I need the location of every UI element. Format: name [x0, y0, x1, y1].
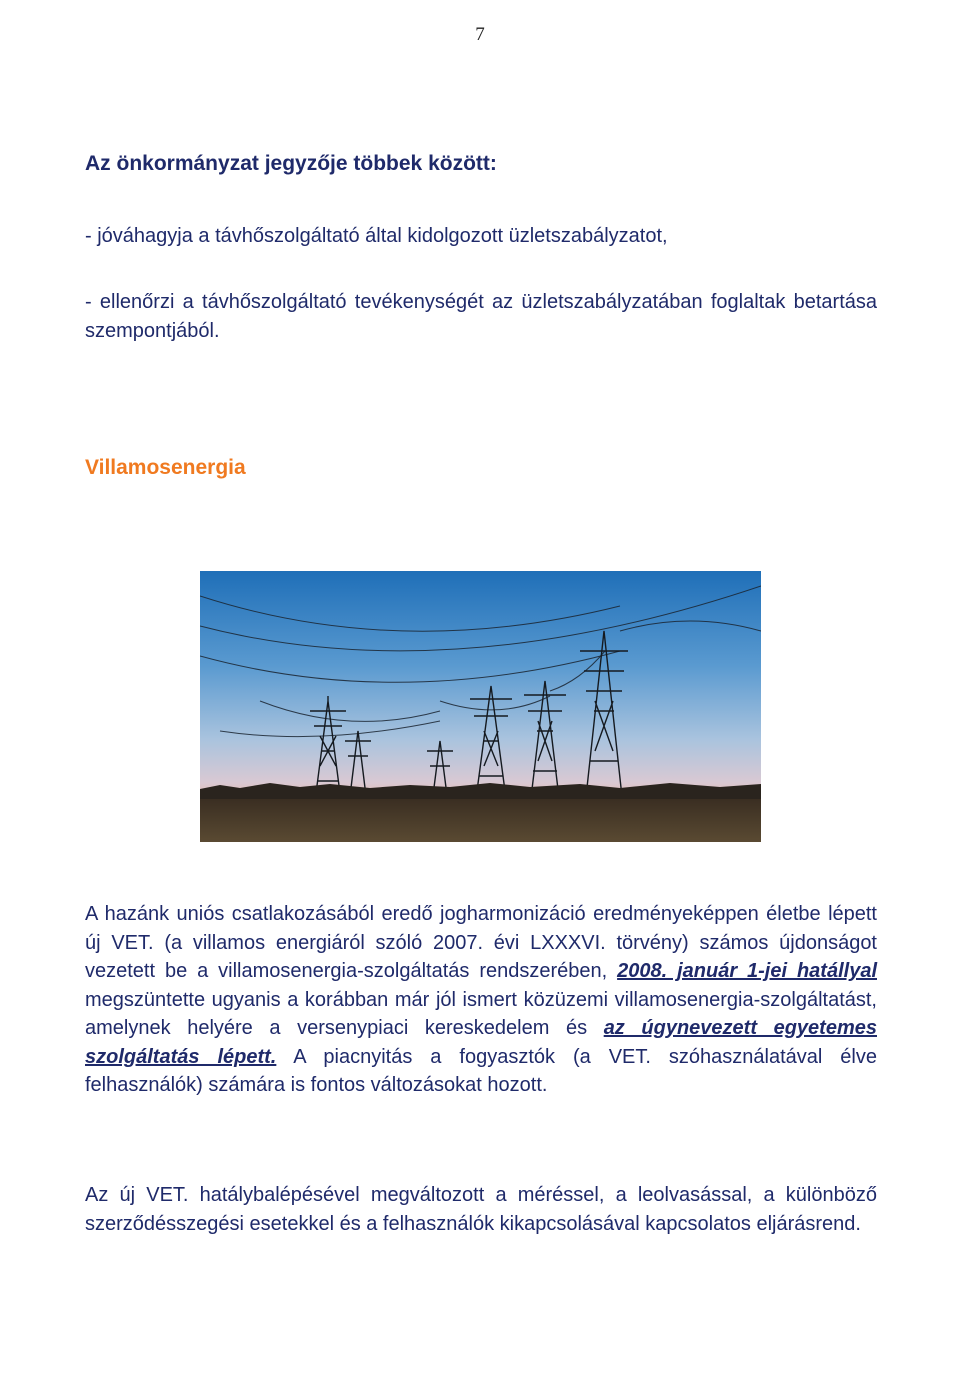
page-number: 7 — [475, 24, 485, 45]
jegyzo-heading: Az önkormányzat jegyzője többek között: — [85, 152, 497, 175]
vet-text-c: megszüntette ugyanis a korábban már jól ismert közüzemi villamosenergia-szolgáltatást, amelynek helyére a versenypiaci kereskedelem és — [85, 988, 877, 1039]
jegyzo-item-1: - jóváhagyja a távhőszolgáltató által kidolgozott üzletszabályzatot, — [85, 225, 668, 247]
vet-text-e: A piacnyitás a fogyasztók (a VET. szóhasználatával élve felhasználók) számára is fontos változásokat hozott. — [85, 1045, 877, 1096]
vet-service-emphasis: az úgynevezett egyetemes szolgáltatás lépett. — [85, 1017, 877, 1068]
vet-date-emphasis: 2008. január 1-jei hatállyal — [617, 960, 877, 982]
new-vet-paragraph: Az új VET. hatálybalépésével megváltozott a méréssel, a leolvasással, a különböző szerződésszegési esetekkel és a felhasználók kikapcsolásával kapcsolatos eljárásrend. — [85, 1184, 877, 1235]
jegyzo-item-2: - ellenőrzi a távhőszolgáltató tevékenységét az üzletszabályzatában foglaltak betartása szempontjából. — [85, 291, 877, 342]
vet-text-a: A hazánk uniós csatlakozásából eredő jogharmonizáció eredményeképpen életbe lépett új VET. (a villamos energiáról szóló 2007. évi LXXXVI. törvény) számos újdonságot vezetett be a villamosenergia-szolgáltatás rendszerében, — [85, 903, 877, 982]
power-lines-photo — [200, 571, 761, 842]
vet-paragraph — [85, 900, 877, 1100]
section-title: Villamosenergia — [85, 456, 246, 479]
